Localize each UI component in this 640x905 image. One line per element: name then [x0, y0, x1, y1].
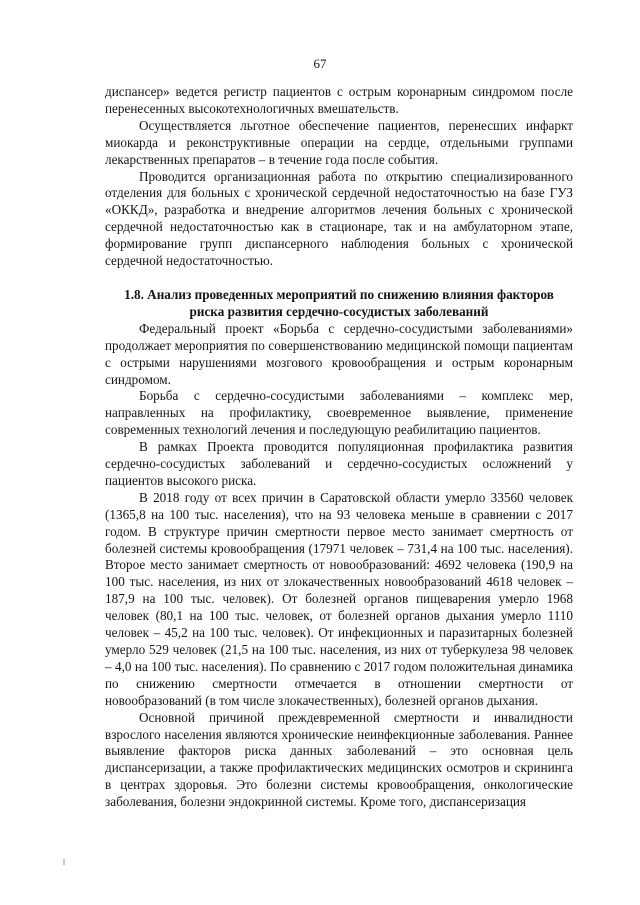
section-heading-line-2: риска развития сердечно-сосудистых заболеваний [189, 303, 489, 319]
paragraph-federal-project: Федеральный проект «Борьба с сердечно-сосудистыми заболеваниями» продолжает мероприятия по совершенствованию медицинской помощи пациентам с острыми нарушениями мозгового кровообращения и острым коронарным синдромом. [105, 320, 573, 387]
page-content [105, 84, 573, 811]
paragraph-registry: диспансер» ведется регистр пациентов с острым коронарным синдромом после перенесенных высокотехнологичных вмешательств. [105, 84, 573, 116]
paragraph-cardiovascular-measures: Борьба с сердечно-сосудистыми заболеваниями – комплекс мер, направленных на профилактику, своевременное выявление, применение современных технологий лечения и последующую реабилитацию пациентов. [105, 388, 573, 438]
section-heading [105, 287, 573, 321]
paragraph-preferential-supply: Осуществляется льготное обеспечение пациентов, перенесших инфаркт миокарда и реконструктивные операции на сердце, отдельными группами лекарственных препаратов – в течение года после события. [105, 117, 573, 167]
paragraph-chronic-diseases: Основной причиной преждевременной смертности и инвалидности взрослого населения являются хронические неинфекционные заболевания. Раннее выявление факторов риска данных заболеваний – это основная цель диспансеризации, а также профилактических медицинских осмотров и скрининга в центрах здоровья. Это болезни системы кровообращения, онкологические заболевания, болезни эндокринной системы. Кроме того, диспансеризация [105, 709, 573, 810]
scan-artifact [63, 859, 65, 865]
paragraph-mortality-statistics: В 2018 году от всех причин в Саратовской области умерло 33560 человек (1365,8 на 100 тыс. населения), что на 93 человека меньше в сравнении с 2017 годом. В структуре причин смертности первое место занимает смертность от болезней системы кровообращения (17971 человек – 731,4 на 100 тыс. населения). Второе место занимает смертность от новообразований: 4692 человека (190,9 на 100 тыс. населения, из них от злокачественных новообразований 4618 человек – 187,9 на 100 тыс. человек). От болезней органов пищеварения умерло 1968 человек (80,1 на 100 тыс. человек, от болезней органов дыхания умерло 1110 человек – 45,2 на 100 тыс. человек). От инфекционных и паразитарных болезней умерло 529 человек (21,5 на 100 тыс. населения, из них от туберкулеза 98 человек – 4,0 на 100 тыс. населения). По сравнению с 2017 годом положительная динамика по снижению смертности отмечается в отношении смертности от новообразований (в том числе злокачественных), болезней органов дыхания. [105, 489, 573, 708]
page-number: 67 [313, 56, 327, 71]
paragraph-population-prevention: В рамках Проекта проводится популяционная профилактика развития сердечно-сосудистых заболеваний и сердечно-сосудистых осложнений у пациентов высокого риска. [105, 439, 573, 488]
section-heading-line-1: 1.8. Анализ проведенных мероприятий по снижению влияния факторов [124, 286, 554, 302]
paragraph-heart-failure-department: Проводится организационная работа по открытию специализированного отделения для больных с хронической сердечной недостаточностью на базе ГУЗ «ОККД», разработка и внедрение алгоритмов лечения больных с хронической сердечной недостаточностью как в стационаре, так и на амбулаторном этапе, формирование групп диспансерного наблюдения больных с хронической сердечной недостаточностью. [105, 168, 573, 269]
